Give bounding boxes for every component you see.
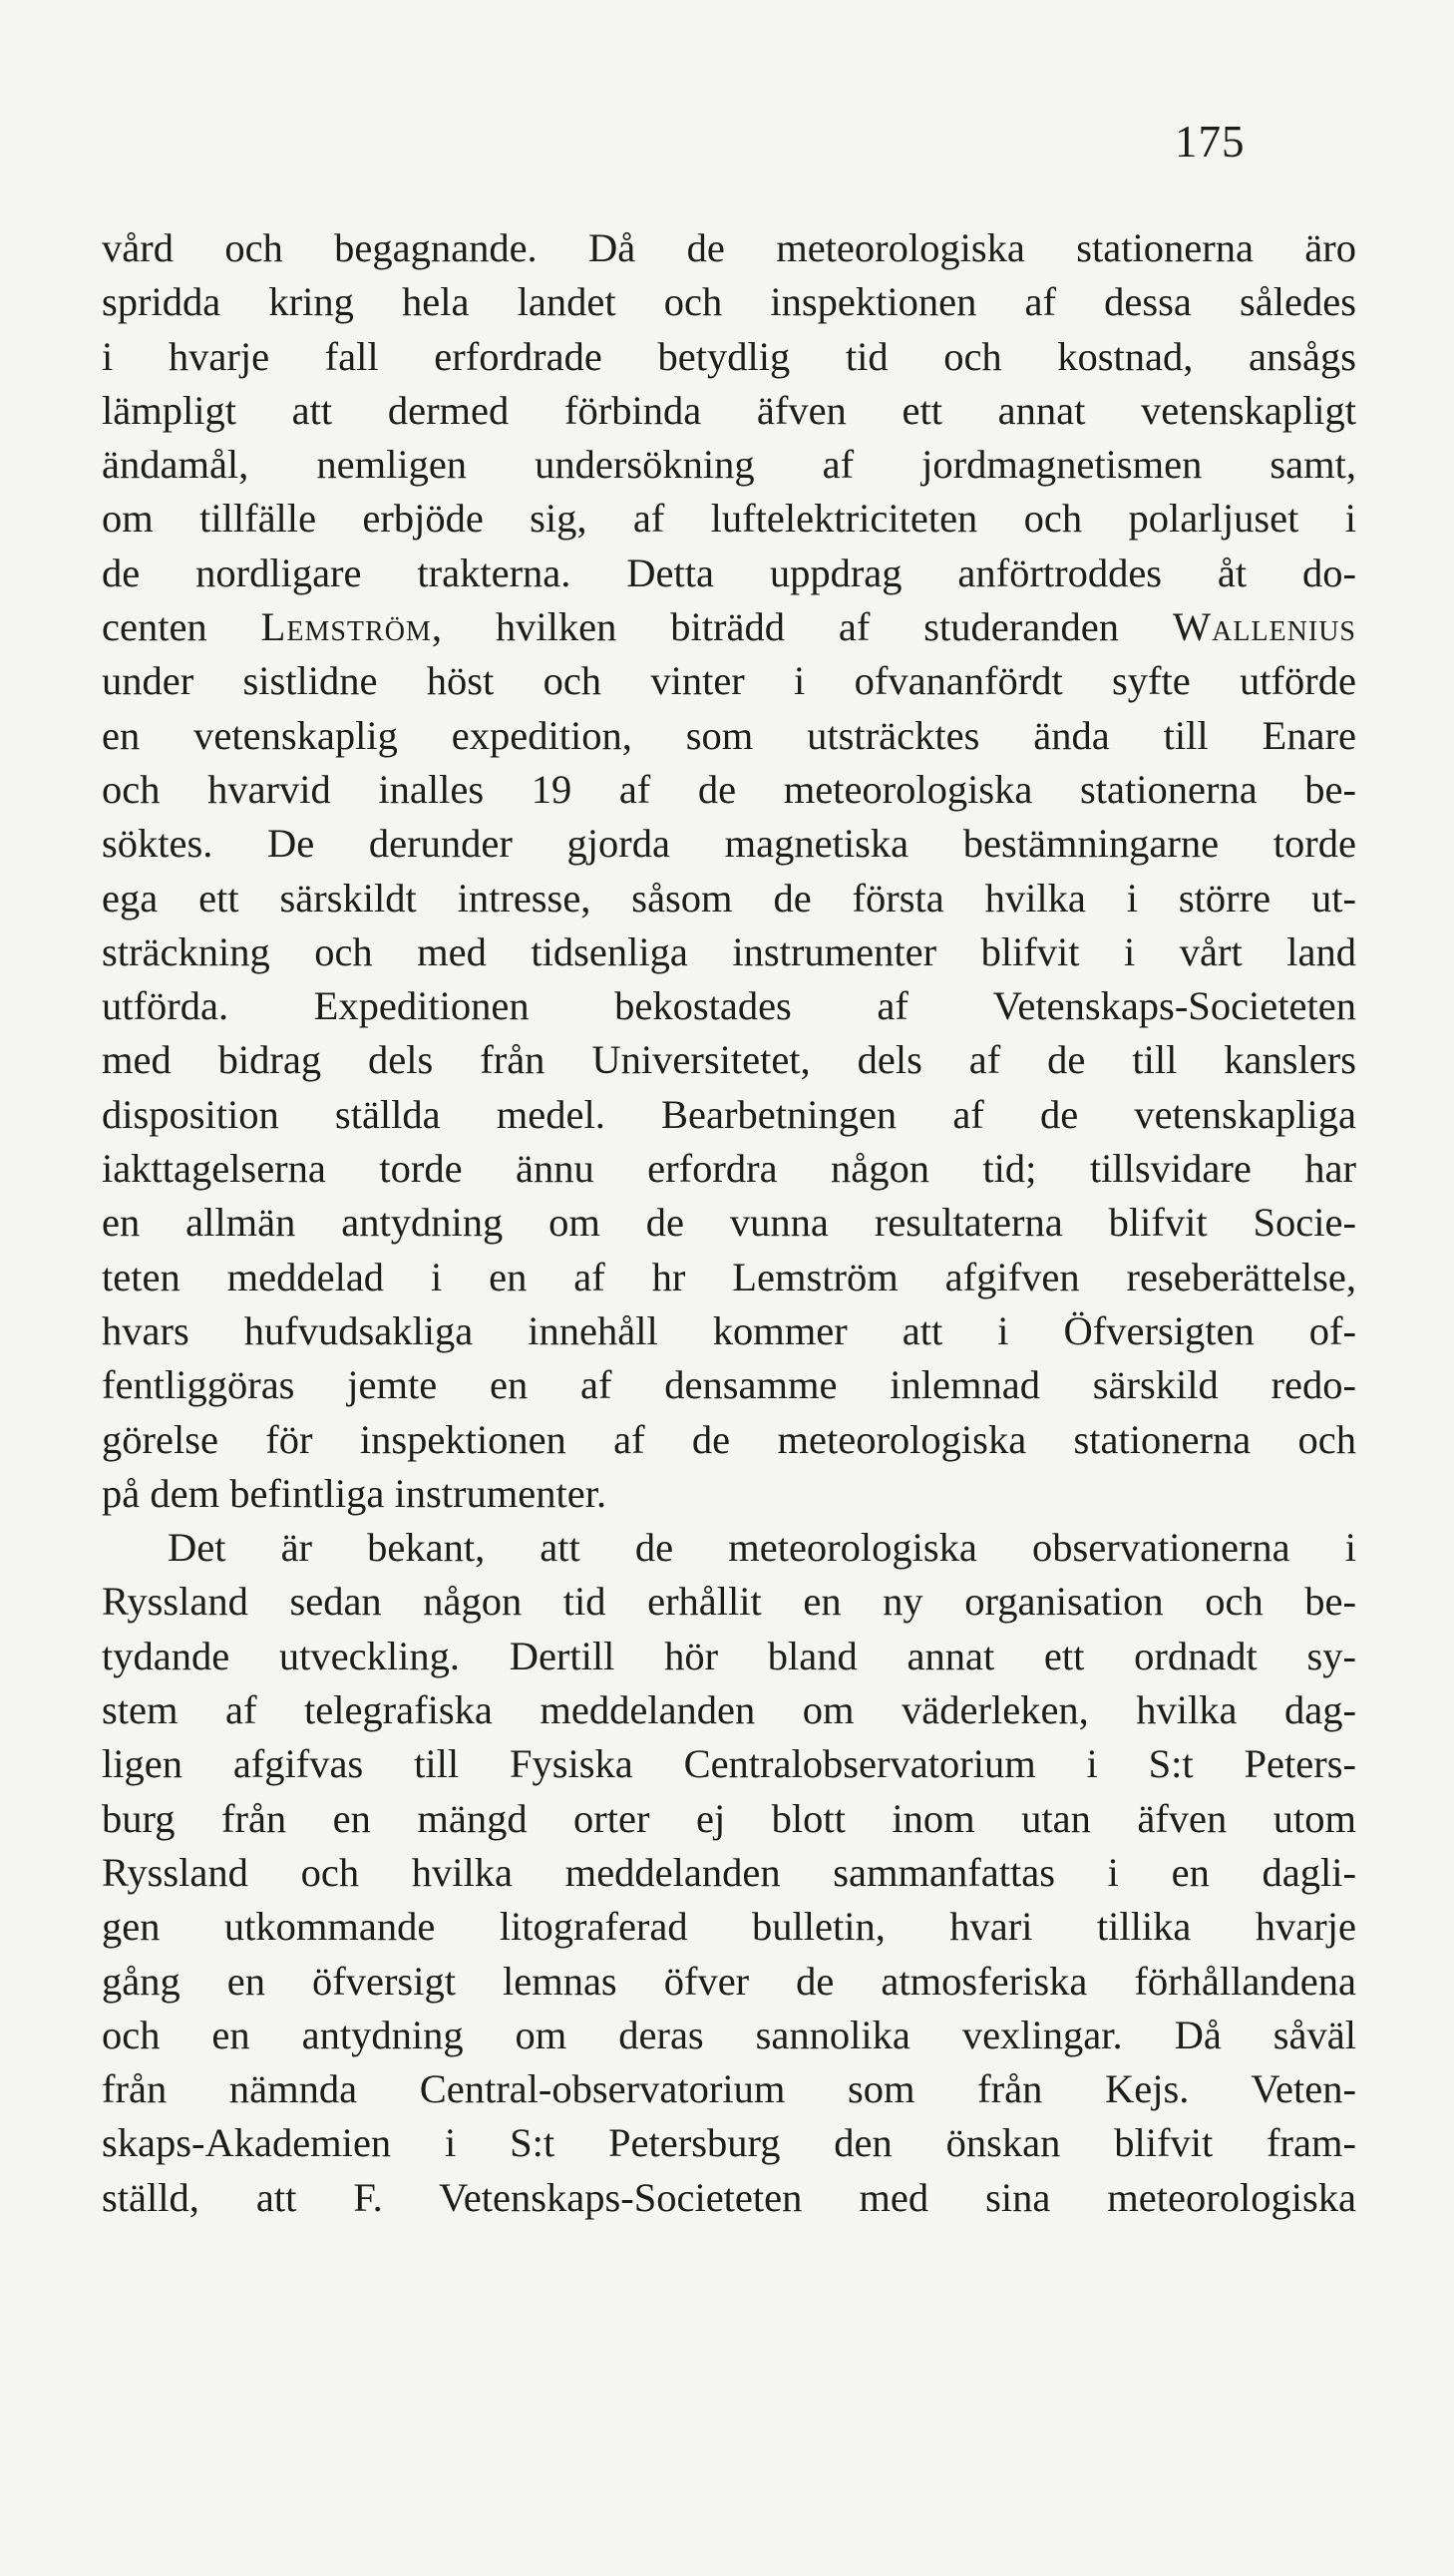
text-line: spridda kring hela landet och inspektionen af dessa således bbox=[102, 279, 1356, 325]
text-line: görelse för inspektionen af de meteorologiska stationerna och bbox=[102, 1416, 1356, 1462]
text-line: burg från en mängd orter ej blott inom utan äfven utom bbox=[102, 1795, 1356, 1841]
text-line: och hvarvid inalles 19 af de meteorologiska stationerna be- bbox=[102, 766, 1356, 812]
text-line bbox=[102, 600, 1356, 654]
text-line: från nämnda Central-observatorium som från Kejs. Veten- bbox=[102, 2066, 1356, 2112]
text-line: Det är bekant, att de meteorologiska observationerna i bbox=[168, 1525, 1356, 1571]
text-line: Ryssland och hvilka meddelanden sammanfattas i en dagli- bbox=[102, 1849, 1356, 1895]
text-line: i hvarje fall erfordrade betydlig tid och kostnad, ansågs bbox=[102, 333, 1356, 379]
text-fragment: centen bbox=[102, 604, 261, 650]
text-line: gång en öfversigt lemnas öfver de atmosferiska förhållandena bbox=[102, 1958, 1356, 2004]
text-line: om tillfälle erbjöde sig, af luftelektriciteten och polarljuset i bbox=[102, 496, 1356, 542]
text-line: skaps-Akademien i S:t Petersburg den önskan blifvit fram- bbox=[102, 2120, 1356, 2166]
text-line: och en antydning om deras sannolika vexlingar. Då såväl bbox=[102, 2012, 1356, 2057]
text-line: gen utkommande litograferad bulletin, hvari tillika hvarje bbox=[102, 1904, 1356, 1950]
text-line: tydande utveckling. Dertill hör bland annat ett ordnadt sy- bbox=[102, 1633, 1356, 1678]
text-line: fentliggöras jemte en af densamme inlemnad särskild redo- bbox=[102, 1362, 1356, 1408]
text-line: med bidrag dels från Universitetet, dels af de till kanslers bbox=[102, 1037, 1356, 1083]
text-line: de nordligare trakterna. Detta uppdrag anförtroddes åt do- bbox=[102, 550, 1356, 595]
text-line: en vetenskaplig expedition, som utsträcktes ända till Enare bbox=[102, 712, 1356, 758]
text-line: en allmän antydning om de vunna resultaterna blifvit Socie- bbox=[102, 1200, 1356, 1246]
text-line: söktes. De derunder gjorda magnetiska bestämningarne torde bbox=[102, 821, 1356, 867]
text-line: hvars hufvudsakliga innehåll kommer att i Öfversigten of- bbox=[102, 1307, 1356, 1353]
person-name-lemstrom: Lemström bbox=[260, 604, 432, 650]
person-name-wallenius: Wallenius bbox=[1172, 604, 1356, 650]
text-line: sträckning och med tidsenliga instrumenter blifvit i vårt land bbox=[102, 928, 1356, 974]
text-line: på dem befintliga instrumenter. bbox=[102, 1470, 607, 1516]
text-line: ega ett särskildt intresse, såsom de första hvilka i större ut- bbox=[102, 875, 1356, 920]
body-text bbox=[102, 221, 1356, 2225]
text-line: stem af telegrafiska meddelanden om väderleken, hvilka dag- bbox=[102, 1687, 1356, 1733]
text-line: teten meddelad i en af hr Lemström afgifven reseberättelse, bbox=[102, 1254, 1356, 1299]
text-line: ställd, att F. Vetenskaps-Societeten med sina meteorologiska bbox=[102, 2174, 1356, 2220]
text-line: ligen afgifvas till Fysiska Centralobservatorium i S:t Peters- bbox=[102, 1741, 1356, 1787]
text-line: lämpligt att dermed förbinda äfven ett annat vetenskapligt bbox=[102, 387, 1356, 433]
text-line: ändamål, nemligen undersökning af jordmagnetismen samt, bbox=[102, 442, 1356, 488]
text-line: vård och begagnande. Då de meteorologiska stationerna äro bbox=[102, 225, 1356, 270]
text-line: Ryssland sedan någon tid erhållit en ny organisation och be- bbox=[102, 1579, 1356, 1625]
text-line: under sistlidne höst och vinter i ofvananfördt syfte utförde bbox=[102, 658, 1356, 704]
text-fragment: , hvilken biträdd af studeranden bbox=[431, 604, 1173, 650]
page-number: 175 bbox=[1175, 117, 1246, 167]
text-line: utförda. Expeditionen bekostades af Vetenskaps-Societeten bbox=[102, 983, 1356, 1029]
text-line: iakttagelserna torde ännu erfordra någon tid; tillsvidare har bbox=[102, 1146, 1356, 1192]
text-line: disposition ställda medel. Bearbetningen af de vetenskapliga bbox=[102, 1091, 1356, 1137]
